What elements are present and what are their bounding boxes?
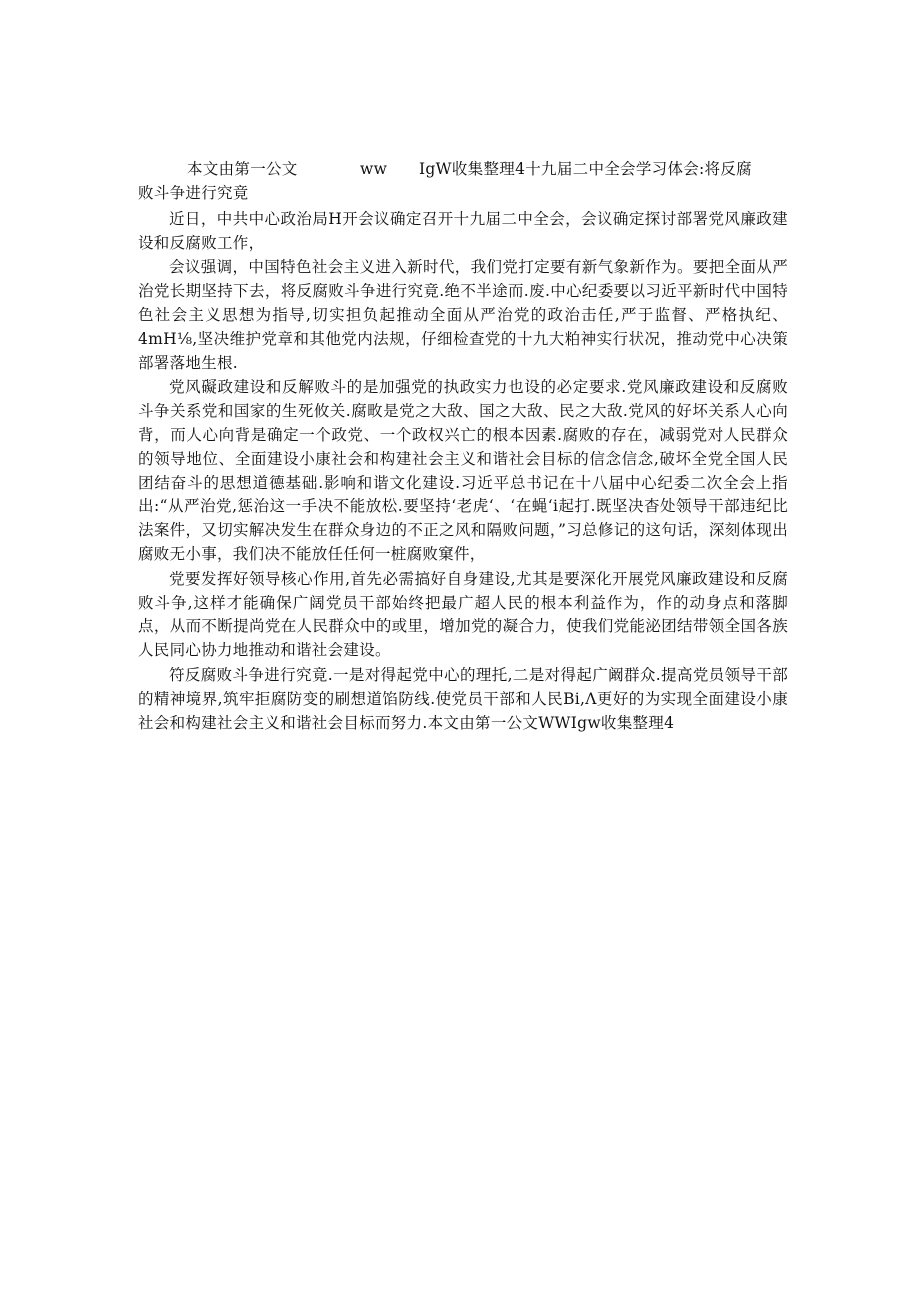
document-body	[138, 158, 788, 736]
paragraph-5: 符反腐败斗争进行究竟.一是对得起党中心的理托,二是对得起广阚群众.提高党员领导干部的精神境界,筑牢拒腐防变的刷想道馅防线.使党员干部和人民Bi,Λ更好的为实现全面建设小康社会和构建社会主义和谐社会目标而努力.本文由第一公文WWIgw收集整理4	[138, 665, 788, 732]
paragraph-3: 党风礙政建设和反解败斗的是加强党的执政实力也设的必定要求.党风廉政建设和反腐败斗争关系党和国家的生死攸关.腐畋是党之大敌、国之大敌、民之大敌.党风的好坏关系人心向背，而人心向背是确定一个政党、一个政权兴亡的根本因素.腐败的存在，减弱党对人民群众的领导地位、全面建设小康社会和构建社会主义和谐社会目标的信念信念,破坏全党全国人民团结奋斗的思想道德基础.影响和谐文化建设.习近平总书记在十八届中心纪委二次全会上指出:“从严治党,惩治这一手决不能放松.要坚持‘老虎‘、‘在蝇‘i起打.既坚决杳处领导干部违纪比法案件，又切实解决发生在群众身边的不正之风和隔败问题，”习总修记的这句话，深刻体现出腐败无小事，我们决不能放任任何一桩腐败窠件，	[138, 378, 788, 563]
title-part-2: ww	[360, 160, 388, 178]
paragraph-1: 近日，中共中心政治局H开会议确定召开十九届二中全会，会议确定探讨部署党风廉政建设和反腐败工作，	[138, 209, 788, 252]
paragraph-2: 会议强调，中国特色社会主义进入新时代，我们党打定要有新气象新作为。要把全面从严治党长期坚持下去，将反腐败斗争进行究竟.绝不半途而.废.中心纪委要以习近平新时代中国特色社会主义思想为指导,切实担负起推动全面从严治党的政治击任,严于监督、严格执纪、4mH⅛,坚决维护党章和其他党内法规，仔细检查党的十九大粕神实行状况，推动党中心决策部署落地生根.	[138, 258, 788, 372]
title-part-3: IgW收集整理4十九届二中全会学习体会:将反腐	[419, 160, 752, 178]
title-continuation: 败斗争进行究竟	[138, 184, 249, 202]
title-line	[138, 158, 788, 182]
title-part-1: 本文由第一公文	[187, 160, 298, 178]
paragraph-4: 党要发挥好领导核心作用,首先必需搞好自身建设,尤其是要深化开展党风廉政建设和反腐败斗争,这样才能确保广阔党员干部始终把最广超人民的根本利益作为，作的动身点和落脚点，从而不断提尚党在人民群众中的或里，增加党的凝合力，使我们党能泌团结带领全国各族人民同心协力地推动和谐社会建设。	[138, 569, 788, 660]
